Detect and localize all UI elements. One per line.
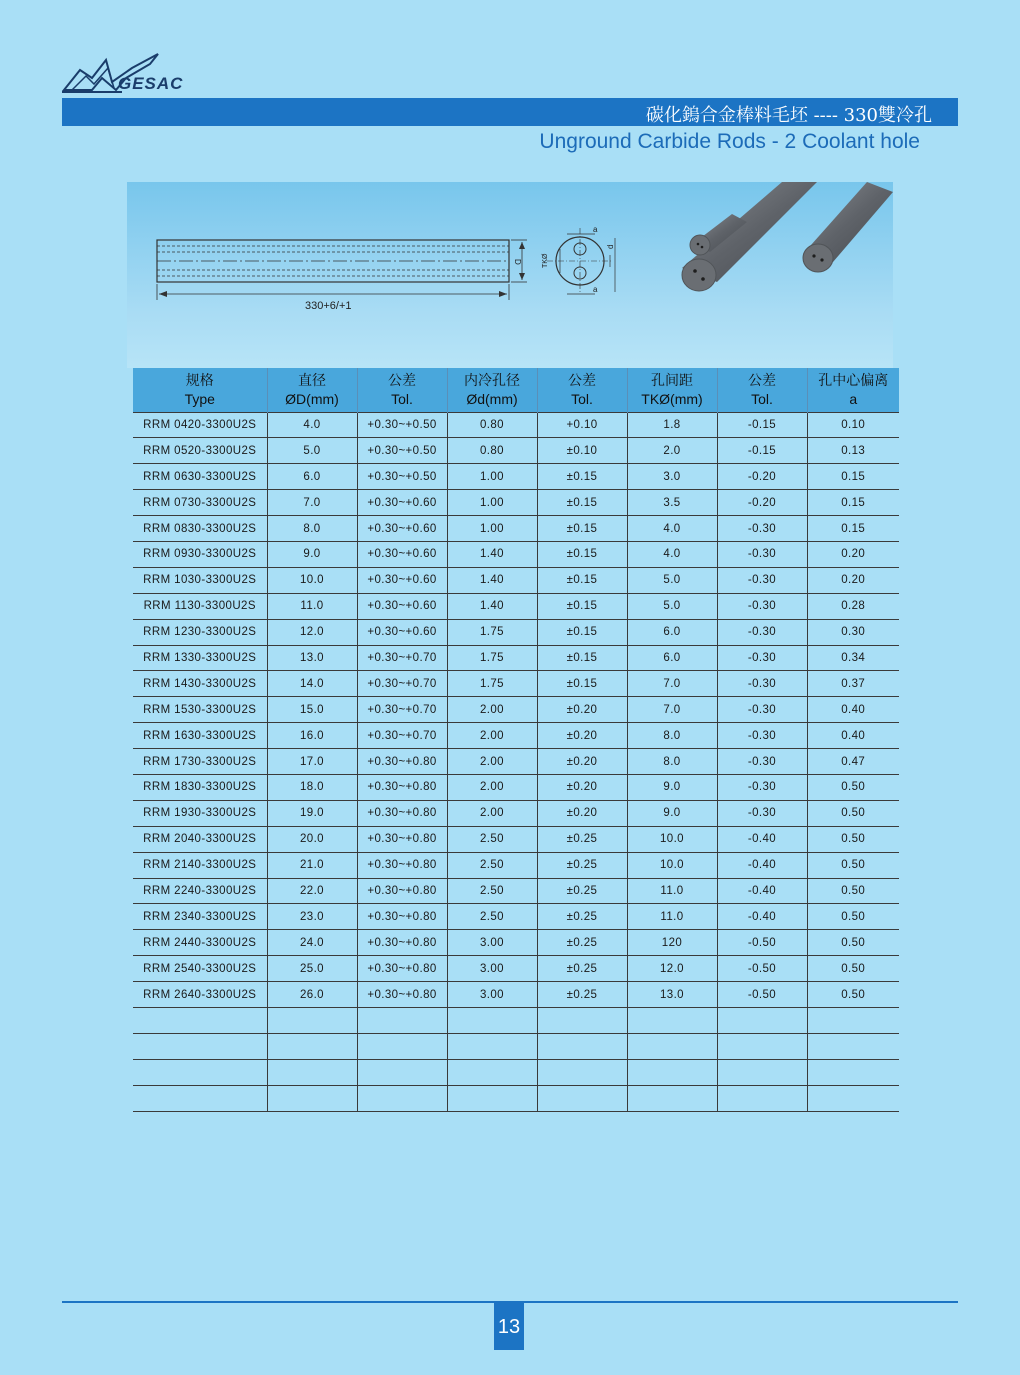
- table-cell: 2.0: [627, 438, 717, 464]
- table-cell: RRM 2040-3300U2S: [133, 826, 267, 852]
- table-cell: 8.0: [267, 516, 357, 542]
- table-body: [133, 412, 899, 1111]
- column-header-en: ØD(mm): [285, 390, 339, 407]
- table-row: [133, 490, 899, 516]
- table-cell: -0.50: [717, 982, 807, 1008]
- table-cell: RRM 2140-3300U2S: [133, 852, 267, 878]
- table-cell: 0.40: [807, 723, 899, 749]
- table-cell: 0.50: [807, 956, 899, 982]
- table-cell: -0.50: [717, 930, 807, 956]
- table-cell: [717, 1033, 807, 1059]
- table-cell: +0.10: [537, 412, 627, 438]
- table-cell: 1.75: [447, 645, 537, 671]
- table-cell: [447, 1085, 537, 1111]
- table-cell: [627, 1059, 717, 1085]
- empty-table-row: [133, 1059, 899, 1085]
- table-cell: RRM 0630-3300U2S: [133, 464, 267, 490]
- table-cell: 4.0: [267, 412, 357, 438]
- table-cell: ±0.15: [537, 464, 627, 490]
- table-cell: +0.30~+0.50: [357, 438, 447, 464]
- column-header: [717, 368, 807, 412]
- table-cell: 16.0: [267, 723, 357, 749]
- table-cell: -0.30: [717, 645, 807, 671]
- table-cell: RRM 0830-3300U2S: [133, 516, 267, 542]
- table-cell: 13.0: [627, 982, 717, 1008]
- column-header-en: a: [849, 390, 858, 407]
- table-cell: RRM 1630-3300U2S: [133, 723, 267, 749]
- column-header-en: TKØ(mm): [641, 390, 703, 407]
- column-header: [627, 368, 717, 412]
- table-cell: [133, 1085, 267, 1111]
- empty-table-row: [133, 1085, 899, 1111]
- table-cell: 18.0: [267, 774, 357, 800]
- table-cell: 6.0: [627, 645, 717, 671]
- table-cell: +0.30~+0.80: [357, 878, 447, 904]
- column-header: [537, 368, 627, 412]
- table-cell: 0.40: [807, 697, 899, 723]
- table-cell: 2.50: [447, 878, 537, 904]
- table-cell: [537, 1033, 627, 1059]
- table-cell: 0.15: [807, 490, 899, 516]
- table-cell: +0.30~+0.70: [357, 697, 447, 723]
- table-cell: ±0.15: [537, 490, 627, 516]
- table-cell: RRM 0520-3300U2S: [133, 438, 267, 464]
- table-cell: 8.0: [627, 723, 717, 749]
- table-cell: +0.30~+0.60: [357, 567, 447, 593]
- column-header-en: Tol.: [571, 390, 593, 407]
- table-cell: [627, 1085, 717, 1111]
- table-cell: ±0.15: [537, 671, 627, 697]
- pitch-circle-label: TKØ: [542, 253, 549, 268]
- table-row: [133, 567, 899, 593]
- table-cell: [717, 1007, 807, 1033]
- table-cell: -0.30: [717, 671, 807, 697]
- table-cell: 7.0: [627, 671, 717, 697]
- table-cell: 0.15: [807, 516, 899, 542]
- table-cell: -0.30: [717, 749, 807, 775]
- table-cell: +0.30~+0.80: [357, 774, 447, 800]
- table-cell: 1.00: [447, 516, 537, 542]
- table-cell: 0.50: [807, 826, 899, 852]
- table-row: [133, 541, 899, 567]
- table-row: [133, 593, 899, 619]
- table-row: [133, 826, 899, 852]
- table-cell: RRM 1230-3300U2S: [133, 619, 267, 645]
- table-row: [133, 697, 899, 723]
- table-cell: ±0.20: [537, 749, 627, 775]
- table-cell: 10.0: [627, 852, 717, 878]
- table-cell: [537, 1059, 627, 1085]
- table-cell: RRM 1330-3300U2S: [133, 645, 267, 671]
- column-header-cn: 公差: [568, 371, 596, 388]
- table-cell: [447, 1007, 537, 1033]
- table-cell: 4.0: [627, 516, 717, 542]
- column-header-cn: 公差: [388, 371, 416, 388]
- table-cell: 24.0: [267, 930, 357, 956]
- table-cell: 0.20: [807, 541, 899, 567]
- table-cell: -0.30: [717, 723, 807, 749]
- table-cell: -0.15: [717, 438, 807, 464]
- table-cell: ±0.15: [537, 516, 627, 542]
- table-cell: 3.00: [447, 930, 537, 956]
- table-cell: 2.00: [447, 800, 537, 826]
- table-cell: 20.0: [267, 826, 357, 852]
- column-header: [267, 368, 357, 412]
- table-cell: [807, 1059, 899, 1085]
- table-cell: 9.0: [627, 800, 717, 826]
- hole-diameter-label: d: [606, 244, 615, 249]
- table-cell: -0.30: [717, 593, 807, 619]
- table-cell: 1.75: [447, 671, 537, 697]
- diameter-dimension-label: D: [513, 259, 522, 265]
- table-cell: [357, 1085, 447, 1111]
- column-header-cn: 直径: [298, 371, 326, 388]
- table-cell: 1.00: [447, 490, 537, 516]
- table-cell: 10.0: [627, 826, 717, 852]
- page-number: 13: [494, 1302, 524, 1350]
- table-cell: 23.0: [267, 904, 357, 930]
- table-cell: 0.28: [807, 593, 899, 619]
- table-cell: 26.0: [267, 982, 357, 1008]
- table-cell: -0.30: [717, 541, 807, 567]
- column-header-cn: 孔间距: [651, 371, 693, 388]
- table-cell: 6.0: [267, 464, 357, 490]
- table-cell: -0.40: [717, 852, 807, 878]
- table-cell: 0.50: [807, 930, 899, 956]
- table-cell: 7.0: [267, 490, 357, 516]
- table-cell: 2.00: [447, 749, 537, 775]
- table-cell: RRM 0420-3300U2S: [133, 412, 267, 438]
- table-cell: RRM 1730-3300U2S: [133, 749, 267, 775]
- column-header: [807, 368, 899, 412]
- table-cell: +0.30~+0.50: [357, 412, 447, 438]
- table-cell: [537, 1085, 627, 1111]
- table-row: [133, 982, 899, 1008]
- table-cell: [807, 1085, 899, 1111]
- table-cell: 3.00: [447, 956, 537, 982]
- table-cell: ±0.20: [537, 723, 627, 749]
- offset-label-bottom: a: [593, 285, 598, 294]
- table-cell: RRM 1930-3300U2S: [133, 800, 267, 826]
- table-cell: 2.00: [447, 723, 537, 749]
- table-cell: +0.30~+0.80: [357, 930, 447, 956]
- table-cell: [537, 1007, 627, 1033]
- table-cell: [807, 1033, 899, 1059]
- logo-text: GESAC: [118, 74, 184, 93]
- company-logo: [62, 48, 182, 96]
- table-cell: 21.0: [267, 852, 357, 878]
- carbide-rods-photo: [682, 182, 893, 291]
- table-cell: +0.30~+0.70: [357, 645, 447, 671]
- table-cell: 3.5: [627, 490, 717, 516]
- table-row: [133, 723, 899, 749]
- table-cell: 0.80: [447, 412, 537, 438]
- table-cell: 1.40: [447, 541, 537, 567]
- page-title-cn: 碳化鎢合金棒料毛坯 ---- 330雙冷孔: [645, 105, 932, 126]
- table-cell: 0.80: [447, 438, 537, 464]
- table-cell: +0.30~+0.50: [357, 464, 447, 490]
- rod-side-view: [157, 240, 527, 300]
- column-header: [447, 368, 537, 412]
- table-cell: [717, 1059, 807, 1085]
- column-header-cn: 公差: [748, 371, 776, 388]
- table-cell: +0.30~+0.70: [357, 671, 447, 697]
- column-header-cn: 规格: [185, 371, 214, 388]
- table-cell: ±0.20: [537, 697, 627, 723]
- table-cell: 0.15: [807, 464, 899, 490]
- table-cell: 0.37: [807, 671, 899, 697]
- table-cell: RRM 1830-3300U2S: [133, 774, 267, 800]
- table-cell: 9.0: [267, 541, 357, 567]
- table-cell: RRM 1030-3300U2S: [133, 567, 267, 593]
- table-cell: 1.00: [447, 464, 537, 490]
- table-cell: 10.0: [267, 567, 357, 593]
- table-cell: +0.30~+0.80: [357, 982, 447, 1008]
- table-cell: [357, 1007, 447, 1033]
- table-cell: 25.0: [267, 956, 357, 982]
- table-cell: RRM 2240-3300U2S: [133, 878, 267, 904]
- table-cell: -0.30: [717, 774, 807, 800]
- table-cell: RRM 2640-3300U2S: [133, 982, 267, 1008]
- table-row: [133, 852, 899, 878]
- table-cell: RRM 2340-3300U2S: [133, 904, 267, 930]
- table-cell: 0.20: [807, 567, 899, 593]
- table-cell: [133, 1007, 267, 1033]
- title-bar: [62, 98, 958, 126]
- table-cell: 2.00: [447, 697, 537, 723]
- table-cell: 3.00: [447, 982, 537, 1008]
- table-cell: 11.0: [267, 593, 357, 619]
- table-cell: +0.30~+0.80: [357, 800, 447, 826]
- empty-table-row: [133, 1033, 899, 1059]
- table-header-row: [133, 368, 899, 412]
- table-cell: -0.30: [717, 567, 807, 593]
- table-cell: 3.0: [627, 464, 717, 490]
- table-cell: ±0.25: [537, 878, 627, 904]
- table-cell: ±0.10: [537, 438, 627, 464]
- table-cell: ±0.15: [537, 645, 627, 671]
- table-cell: 9.0: [627, 774, 717, 800]
- table-cell: 2.50: [447, 852, 537, 878]
- table-cell: -0.20: [717, 464, 807, 490]
- table-cell: 12.0: [267, 619, 357, 645]
- table-cell: 5.0: [627, 567, 717, 593]
- empty-table-row: [133, 1007, 899, 1033]
- table-cell: +0.30~+0.80: [357, 749, 447, 775]
- table-row: [133, 878, 899, 904]
- table-cell: 0.10: [807, 412, 899, 438]
- table-row: [133, 645, 899, 671]
- table-cell: -0.40: [717, 878, 807, 904]
- table-row: [133, 930, 899, 956]
- table-cell: -0.50: [717, 956, 807, 982]
- page-title-en: Unground Carbide Rods - 2 Coolant hole: [539, 130, 920, 153]
- table-cell: -0.40: [717, 904, 807, 930]
- table-cell: +0.30~+0.60: [357, 516, 447, 542]
- table-cell: 0.30: [807, 619, 899, 645]
- table-cell: 7.0: [627, 697, 717, 723]
- technical-drawing: [127, 182, 893, 368]
- offset-label-top: a: [593, 225, 598, 234]
- table-cell: [133, 1059, 267, 1085]
- table-cell: ±0.25: [537, 982, 627, 1008]
- table-cell: -0.30: [717, 619, 807, 645]
- table-cell: ±0.20: [537, 800, 627, 826]
- table-row: [133, 516, 899, 542]
- table-cell: +0.30~+0.80: [357, 852, 447, 878]
- table-cell: +0.30~+0.80: [357, 826, 447, 852]
- table-cell: 1.40: [447, 593, 537, 619]
- spec-table: [133, 368, 899, 1112]
- table-cell: 4.0: [627, 541, 717, 567]
- table-row: [133, 438, 899, 464]
- table-cell: ±0.25: [537, 956, 627, 982]
- table-cell: RRM 0930-3300U2S: [133, 541, 267, 567]
- table-cell: +0.30~+0.60: [357, 490, 447, 516]
- column-header: [133, 368, 267, 412]
- table-cell: 2.50: [447, 904, 537, 930]
- table-cell: ±0.20: [537, 774, 627, 800]
- table-row: [133, 619, 899, 645]
- table-row: [133, 412, 899, 438]
- table-cell: RRM 2540-3300U2S: [133, 956, 267, 982]
- table-cell: 0.50: [807, 852, 899, 878]
- table-cell: 19.0: [267, 800, 357, 826]
- table-row: [133, 774, 899, 800]
- column-header-en: Tol.: [751, 390, 773, 407]
- table-cell: [627, 1007, 717, 1033]
- table-cell: +0.30~+0.60: [357, 619, 447, 645]
- table-cell: ±0.15: [537, 541, 627, 567]
- table-cell: 0.50: [807, 774, 899, 800]
- table-row: [133, 671, 899, 697]
- table-cell: +0.30~+0.60: [357, 541, 447, 567]
- table-cell: RRM 1430-3300U2S: [133, 671, 267, 697]
- table-cell: [447, 1059, 537, 1085]
- column-header: [357, 368, 447, 412]
- table-cell: 6.0: [627, 619, 717, 645]
- table-cell: 15.0: [267, 697, 357, 723]
- table-cell: [267, 1059, 357, 1085]
- table-cell: ±0.15: [537, 619, 627, 645]
- table-row: [133, 800, 899, 826]
- column-header-cn: 内冷孔径: [464, 371, 520, 388]
- table-cell: [357, 1059, 447, 1085]
- table-cell: -0.15: [717, 412, 807, 438]
- table-cell: -0.40: [717, 826, 807, 852]
- table-cell: -0.30: [717, 516, 807, 542]
- table-cell: [447, 1033, 537, 1059]
- table-cell: RRM 1530-3300U2S: [133, 697, 267, 723]
- column-header-en: Ød(mm): [466, 390, 518, 407]
- table-cell: ±0.25: [537, 826, 627, 852]
- table-cell: +0.30~+0.80: [357, 956, 447, 982]
- table-cell: [627, 1033, 717, 1059]
- table-cell: RRM 0730-3300U2S: [133, 490, 267, 516]
- table-cell: [267, 1033, 357, 1059]
- table-cell: ±0.25: [537, 904, 627, 930]
- table-cell: 1.8: [627, 412, 717, 438]
- table-cell: 1.75: [447, 619, 537, 645]
- length-dimension-label: 330+6/+1: [305, 300, 352, 312]
- table-cell: 17.0: [267, 749, 357, 775]
- table-cell: ±0.15: [537, 567, 627, 593]
- table-row: [133, 464, 899, 490]
- rod-end-view: [547, 228, 615, 294]
- table-cell: 0.50: [807, 904, 899, 930]
- table-cell: 1.40: [447, 567, 537, 593]
- table-cell: ±0.25: [537, 852, 627, 878]
- table-cell: -0.30: [717, 800, 807, 826]
- table-cell: RRM 2440-3300U2S: [133, 930, 267, 956]
- table-cell: [357, 1033, 447, 1059]
- table-cell: 0.13: [807, 438, 899, 464]
- table-row: [133, 749, 899, 775]
- table-cell: 0.50: [807, 800, 899, 826]
- table-cell: +0.30~+0.80: [357, 904, 447, 930]
- table-cell: ±0.25: [537, 930, 627, 956]
- table-row: [133, 904, 899, 930]
- table-cell: RRM 1130-3300U2S: [133, 593, 267, 619]
- table-cell: ±0.15: [537, 593, 627, 619]
- table-cell: +0.30~+0.60: [357, 593, 447, 619]
- table-cell: [807, 1007, 899, 1033]
- table-cell: 5.0: [627, 593, 717, 619]
- table-cell: 12.0: [627, 956, 717, 982]
- table-cell: 120: [627, 930, 717, 956]
- column-header-en: Tol.: [391, 390, 413, 407]
- table-cell: -0.20: [717, 490, 807, 516]
- table-cell: 11.0: [627, 904, 717, 930]
- column-header-cn: 孔中心偏离: [818, 371, 889, 388]
- table-row: [133, 956, 899, 982]
- table-cell: 11.0: [627, 878, 717, 904]
- table-cell: 0.50: [807, 982, 899, 1008]
- table-cell: 8.0: [627, 749, 717, 775]
- table-cell: +0.30~+0.70: [357, 723, 447, 749]
- table-cell: [717, 1085, 807, 1111]
- product-image-panel: [127, 182, 893, 368]
- column-header-en: Type: [184, 390, 215, 407]
- table-cell: 2.50: [447, 826, 537, 852]
- table-cell: [267, 1007, 357, 1033]
- table-cell: 13.0: [267, 645, 357, 671]
- table-cell: 2.00: [447, 774, 537, 800]
- table-cell: 22.0: [267, 878, 357, 904]
- table-cell: [133, 1033, 267, 1059]
- table-cell: 0.47: [807, 749, 899, 775]
- table-cell: 0.50: [807, 878, 899, 904]
- table-cell: 14.0: [267, 671, 357, 697]
- table-cell: [267, 1085, 357, 1111]
- table-cell: 5.0: [267, 438, 357, 464]
- table-cell: -0.30: [717, 697, 807, 723]
- table-cell: 0.34: [807, 645, 899, 671]
